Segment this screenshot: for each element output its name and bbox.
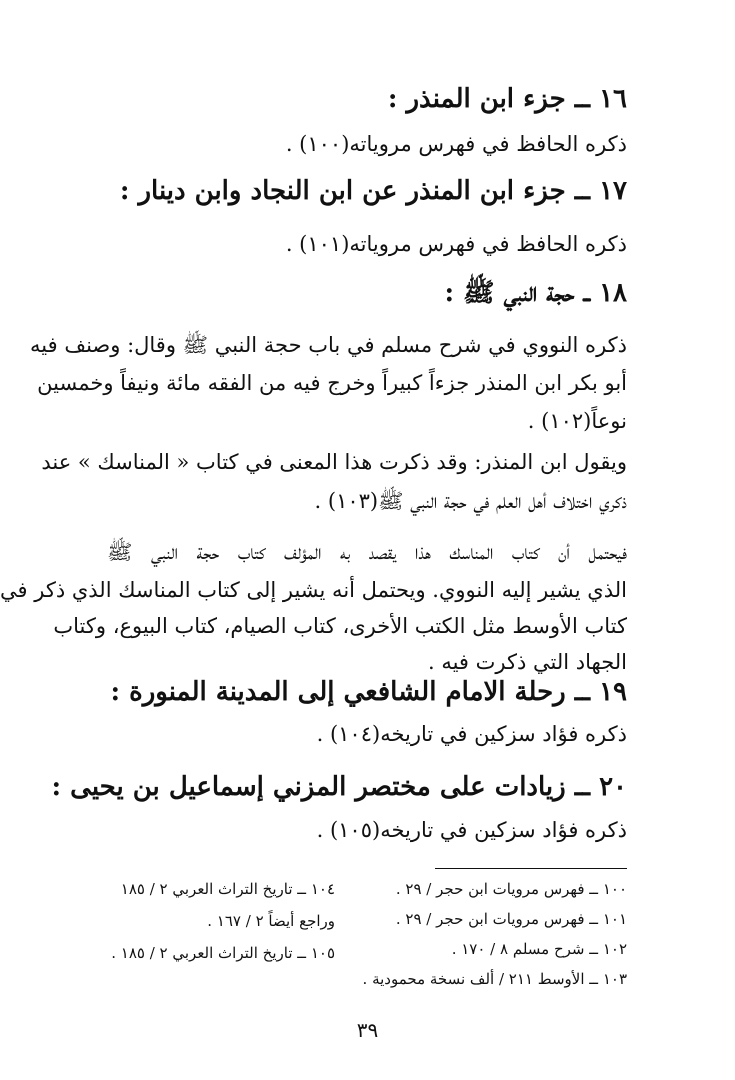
section-18-p3-line-1: فيحتمل أن كتاب المناسك هذا يقصد به المؤلف كتاب حجة النبي ﷺ	[107, 540, 627, 564]
footnote-104: ١٠٤ ــ تاريخ التراث العربي ٢ / ١٨٥	[120, 880, 335, 898]
footnote-102: ١٠٢ ــ شرح مسلم ٨ / ١٧٠ .	[451, 940, 627, 958]
section-18-p1-line-3: نوعاً(١٠٢) .	[527, 409, 627, 433]
section-19-heading: ١٩ ــ رحلة الامام الشافعي إلى المدينة المنورة :	[110, 677, 627, 707]
section-17-text: ذكره الحافظ في فهرس مروياته(١٠١) .	[285, 232, 627, 256]
section-18-p1-line-1: ذكره النووي في شرح مسلم في باب حجة النبي ﷺ وقال: وصنف فيه	[30, 333, 627, 357]
section-18-p3-line-4: الجهاد التي ذكرت فيه .	[427, 650, 627, 674]
footnote-104-continuation: وراجع أيضاً ٢ / ١٦٧ .	[207, 912, 335, 930]
section-18-p1-line-2: أبو بكر ابن المنذر جزءاً كبيراً وخرج فيه من الفقه مائة ونيفاً وخمسين	[37, 371, 627, 395]
footnote-separator	[435, 868, 627, 869]
section-18-p3-line-3: كتاب الأوسط مثل الكتب الأخرى، كتاب الصيام، كتاب البيوع، وكتاب	[53, 614, 627, 638]
section-19-text: ذكره فؤاد سزكين في تاريخه(١٠٤) .	[316, 722, 627, 746]
page-number: ٣٩	[356, 1018, 379, 1042]
footnote-105: ١٠٥ ــ تاريخ التراث العربي ٢ / ١٨٥ .	[111, 944, 335, 962]
section-18-p2-line-2: ذكري اختلاف أهل العلم في حجة النبي ﷺ(١٠٣) .	[314, 489, 627, 513]
section-20-heading: ٢٠ ــ زيادات على مختصر المزني إسماعيل بن يحيى :	[51, 772, 627, 802]
section-20-text: ذكره فؤاد سزكين في تاريخه(١٠٥) .	[316, 818, 627, 842]
section-18-p3-line-2: الذي يشير إليه النووي. ويحتمل أنه يشير إلى كتاب المناسك الذي ذكر في	[0, 578, 627, 602]
section-18-p2-line-1: ويقول ابن المنذر: وقد ذكرت هذا المعنى في كتاب « المناسك » عند	[41, 450, 627, 474]
section-16-text: ذكره الحافظ في فهرس مروياته(١٠٠) .	[285, 132, 627, 156]
footnote-101: ١٠١ ــ فهرس مرويات ابن حجر / ٢٩ .	[395, 910, 627, 928]
section-17-heading: ١٧ ــ جزء ابن المنذر عن ابن النجاد وابن دينار :	[119, 176, 627, 206]
footnote-100: ١٠٠ ــ فهرس مرويات ابن حجر / ٢٩ .	[395, 880, 627, 898]
footnote-103: ١٠٣ ــ الأوسط ٢١١ / ألف نسخة محمودية .	[362, 970, 627, 988]
section-16-heading: ١٦ ــ جزء ابن المنذر :	[387, 84, 627, 114]
section-18-heading: ١٨ ــ حجة النبي ﷺ :	[444, 278, 627, 308]
